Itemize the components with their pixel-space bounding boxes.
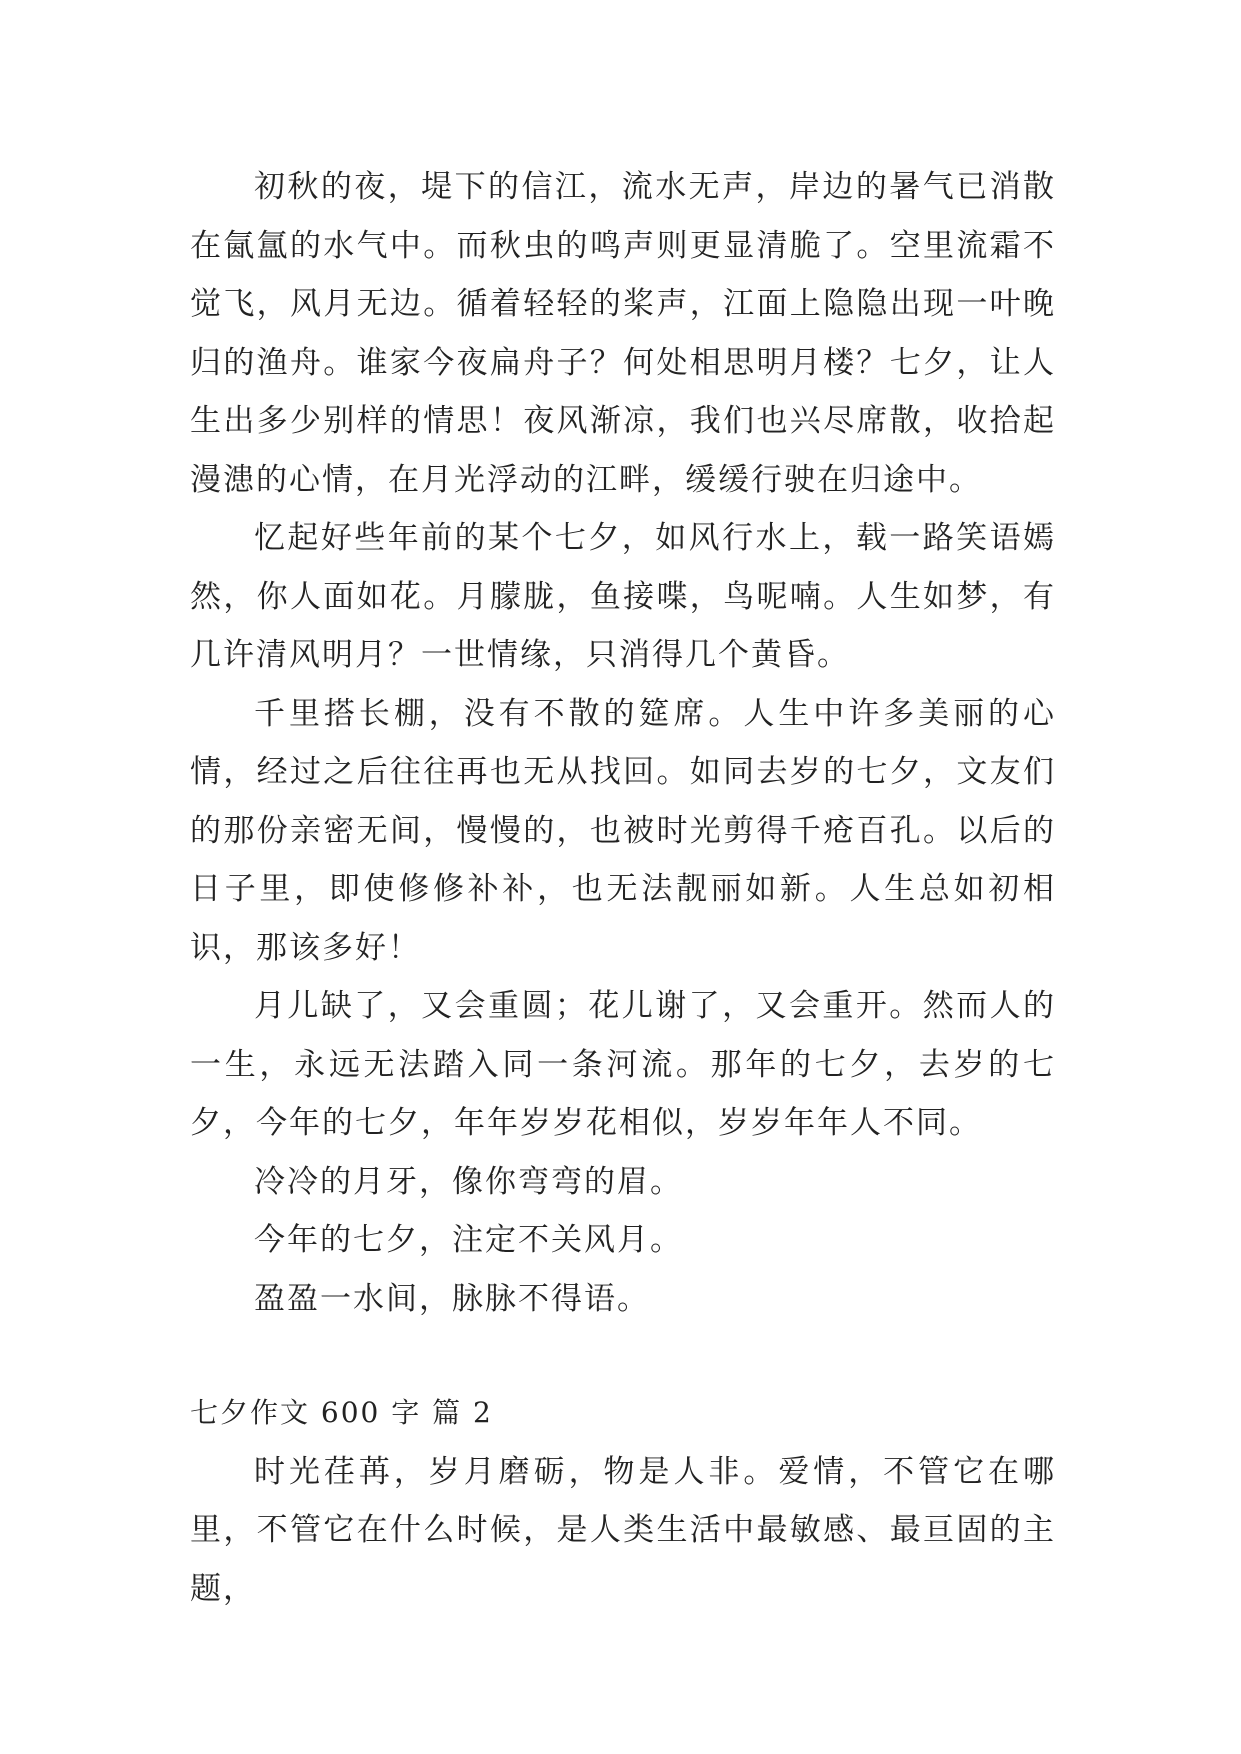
paragraph-3: 千里搭长棚，没有不散的筵席。人生中许多美丽的心情，经过之后往往再也无从找回。如同去岁的七夕，文友们的那份亲密无间，慢慢的，也被时光剪得千疮百孔。以后的日子里，即使修修补补，也无法靓丽如新。人生总如初相识，那该多好！ [190, 695, 1056, 966]
document-body [190, 158, 1056, 1618]
paragraph-6: 今年的七夕，注定不关风月。 [254, 1222, 683, 1258]
paragraph-4: 月儿缺了，又会重圆；花儿谢了，又会重开。然而人的一生，永远无法踏入同一条河流。那年的七夕，去岁的七夕，今年的七夕，年年岁岁花相似，岁岁年年人不同。 [190, 988, 1056, 1141]
paragraph-1: 初秋的夜，堤下的信江，流水无声，岸边的暑气已消散在氤氲的水气中。而秋虫的鸣声则更显清脆了。空里流霜不觉飞，风月无边。循着轻轻的桨声，江面上隐隐出现一叶晚归的渔舟。谁家今夜扁舟子？何处相思明月楼？七夕，让人生出多少别样的情思！夜风渐凉，我们也兴尽席散，收拾起漫漶的心情，在月光浮动的江畔，缓缓行驶在归途中。 [190, 169, 1056, 498]
section-paragraph-1: 时光荏苒，岁月磨砺，物是人非。爱情，不管它在哪里，不管它在什么时候，是人类生活中最敏感、最亘固的主题， [190, 1453, 1056, 1607]
section-heading: 七夕作文 600 字 篇 2 [190, 1396, 493, 1429]
paragraph-5: 冷冷的月牙，像你弯弯的眉。 [254, 1163, 683, 1200]
paragraph-7: 盈盈一水间，脉脉不得语。 [254, 1280, 650, 1317]
paragraph-2: 忆起好些年前的某个七夕，如风行水上，载一路笑语嫣然，你人面如花。月朦胧，鱼接喋，鸟呢喃。人生如梦，有几许清风明月？一世情缘，只消得几个黄昏。 [190, 520, 1056, 673]
